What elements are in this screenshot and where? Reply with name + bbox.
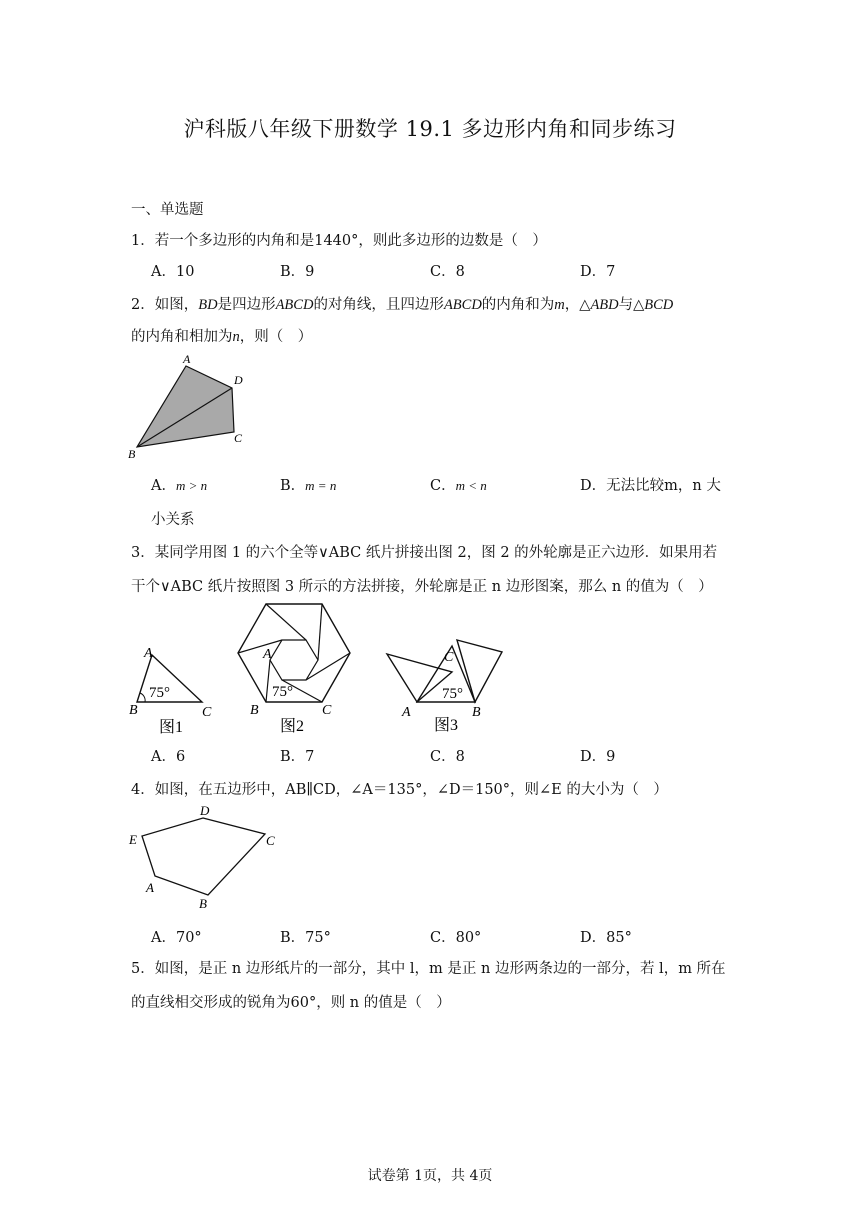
question-3-stem-line2: 干个∨ABC 纸片按照图 3 所示的方法拼接，外轮廓是正 n 边形图案，那么 n 的值为（ ）	[131, 579, 713, 595]
q4-option-c[interactable]: C．80°	[430, 930, 482, 946]
q3-option-d[interactable]: D．9	[580, 749, 616, 765]
q2-option-expr: m = n	[305, 478, 337, 493]
label-a: A	[144, 646, 153, 661]
angle-label: 75°	[149, 685, 170, 701]
q3-option-c[interactable]: C．8	[430, 749, 465, 765]
q3-figure-2-hexagon	[230, 598, 360, 738]
q1-option-c[interactable]: C．8	[430, 264, 465, 280]
q2-text: 的内角和相加为	[131, 329, 233, 345]
q2-quadrilateral-figure	[120, 350, 260, 465]
q2-option-d[interactable]	[580, 474, 721, 495]
question-4-stem: 4．如图，在五边形中，AB∥CD，∠A＝135°，∠D＝150°，则∠E 的大小为（ ）	[131, 782, 668, 798]
question-2-stem-line1	[131, 293, 673, 314]
question-5-stem-line2: 的直线相交形成的锐角为60°，则 n 的值是（ ）	[131, 995, 451, 1011]
q4-option-b[interactable]: B．75°	[280, 930, 331, 946]
vertex-label-b: B	[128, 447, 136, 461]
label-a: A	[402, 705, 411, 720]
q2-text: 2．如图，	[131, 297, 199, 313]
q2-option-d-continued: 小关系	[151, 512, 195, 528]
angle-label: 75°	[442, 686, 463, 702]
label-b: B	[472, 705, 481, 720]
vertex-label-c: C	[266, 833, 275, 848]
q2-text: ，△	[564, 297, 591, 313]
q2-var: ABCD	[275, 297, 314, 313]
q2-var: ABD	[590, 297, 619, 313]
angle-label: 75°	[272, 684, 293, 700]
fig-caption: 图3	[434, 717, 459, 734]
fig-caption: 图1	[159, 719, 184, 735]
question-5-stem-line1: 5．如图，是正 n 边形纸片的一部分，其中 l，m 是正 n 边形两条边的一部分，若 l，m 所在	[131, 961, 726, 977]
q2-option-expr: m < n	[455, 478, 487, 493]
q2-var: BD	[198, 297, 218, 313]
seam	[318, 604, 322, 660]
vertex-label-e: E	[129, 832, 137, 847]
label-a: A	[263, 647, 272, 662]
pentagon	[142, 818, 265, 895]
outer-hexagon	[238, 604, 350, 702]
vertex-label-a: A	[146, 880, 154, 895]
q3-option-b[interactable]: B．7	[280, 749, 315, 765]
q1-option-d[interactable]: D．7	[580, 264, 616, 280]
q2-option-label: B．	[280, 478, 306, 494]
page-footer: 试卷第 1页，共 4页	[367, 1168, 493, 1184]
fig-caption: 图2	[280, 718, 305, 735]
angle-arc	[140, 693, 145, 702]
inner-hexagon	[270, 640, 318, 680]
section-heading: 一、单选题	[131, 202, 204, 218]
vertex-label-a: A	[183, 352, 191, 366]
q2-option-c[interactable]	[430, 474, 487, 495]
q2-var: m	[554, 297, 565, 313]
q2-text: 的对角线，且四边形	[313, 297, 444, 313]
q2-text: 是四边形	[217, 297, 276, 313]
q2-text: 的内角和为	[481, 297, 555, 313]
q2-option-a[interactable]	[151, 474, 207, 495]
q1-option-a[interactable]: A．10	[151, 264, 195, 280]
q4-option-d[interactable]: D．85°	[580, 930, 632, 946]
triangle-right	[457, 640, 502, 702]
q2-text: ，则（ ）	[239, 329, 313, 345]
page-title: 沪科版八年级下册数学 19.1 多边形内角和同步练习	[183, 117, 677, 141]
label-c: C	[322, 703, 332, 718]
q2-option-label: C．	[430, 478, 456, 494]
q2-option-label: A．	[151, 478, 176, 494]
question-1-stem: 1．若一个多边形的内角和是1440°，则此多边形的边数是（ ）	[131, 233, 547, 249]
question-2-stem-line2	[131, 325, 312, 346]
q4-pentagon-figure	[125, 800, 290, 915]
q3-option-a[interactable]: A．6	[151, 749, 186, 765]
q2-option-b[interactable]	[280, 474, 336, 495]
shaded-quadrilateral	[137, 366, 234, 447]
q2-option-expr: m，n 大	[664, 478, 721, 494]
label-c: C	[202, 705, 212, 720]
q3-figure-3	[380, 632, 510, 736]
label-c: C	[444, 650, 454, 665]
q2-var: BCD	[644, 297, 674, 313]
seam	[266, 660, 270, 702]
vertex-label-b: B	[199, 896, 207, 911]
q2-option-label: D．无法比较	[580, 478, 665, 494]
q2-text: 与△	[618, 297, 645, 313]
label-b: B	[129, 703, 138, 718]
q1-option-b[interactable]: B．9	[280, 264, 315, 280]
question-3-stem-line1: 3．某同学用图 1 的六个全等∨ABC 纸片拼接出图 2，图 2 的外轮廓是正六边形．如果用若	[131, 545, 718, 561]
q4-option-a[interactable]: A．70°	[151, 930, 202, 946]
label-b: B	[250, 703, 259, 718]
vertex-label-c: C	[234, 431, 243, 445]
q2-var: ABCD	[443, 297, 482, 313]
q3-figure-1	[125, 640, 225, 735]
seam	[266, 604, 306, 640]
seam	[306, 653, 350, 680]
vertex-label-d: D	[200, 803, 210, 818]
vertex-label-d: D	[234, 373, 243, 387]
q2-option-expr: m > n	[175, 478, 208, 493]
q2-var: n	[232, 329, 240, 345]
